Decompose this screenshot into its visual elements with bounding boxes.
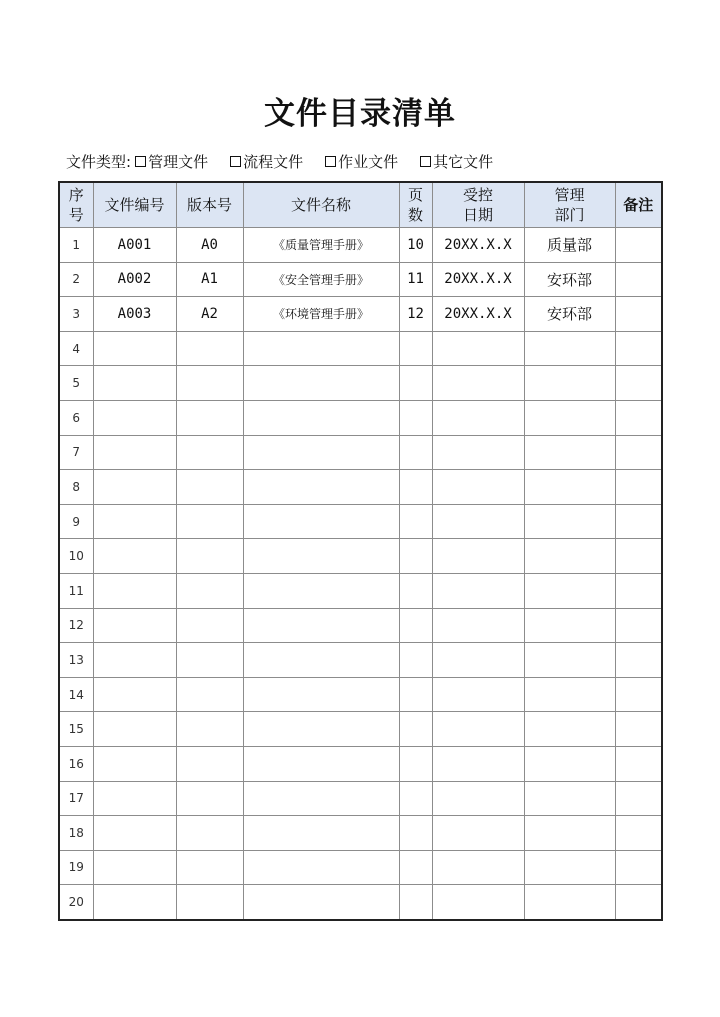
- cell-name: [243, 366, 399, 401]
- cell-version: [176, 435, 243, 470]
- cell-version: [176, 470, 243, 505]
- cell-remark: [615, 539, 662, 574]
- checkbox-icon[interactable]: [135, 156, 146, 167]
- table-row: [59, 643, 662, 678]
- cell-date: [432, 435, 524, 470]
- cell-dept: [524, 331, 615, 366]
- table-row: [59, 262, 662, 297]
- cell-date: [432, 331, 524, 366]
- header-dept: 管理 部门: [524, 182, 615, 228]
- cell-pages: [399, 643, 432, 678]
- cell-dept: [524, 816, 615, 851]
- cell-name: [243, 400, 399, 435]
- cell-remark: [615, 573, 662, 608]
- cell-no: 5: [59, 366, 93, 401]
- cell-code: [93, 504, 176, 539]
- cell-dept: [524, 470, 615, 505]
- table-row: [59, 746, 662, 781]
- cell-remark: [615, 850, 662, 885]
- cell-date: [432, 470, 524, 505]
- cell-date: [432, 712, 524, 747]
- cell-date: [432, 539, 524, 574]
- header-date: 受控 日期: [432, 182, 524, 228]
- cell-remark: [615, 400, 662, 435]
- cell-pages: [399, 608, 432, 643]
- cell-code: [93, 331, 176, 366]
- cell-dept: [524, 712, 615, 747]
- cell-date: [432, 746, 524, 781]
- cell-no: 9: [59, 504, 93, 539]
- cell-no: 19: [59, 850, 93, 885]
- cell-date: [432, 816, 524, 851]
- cell-version: [176, 573, 243, 608]
- cell-version: A2: [176, 297, 243, 332]
- cell-date: [432, 400, 524, 435]
- header-name: 文件名称: [243, 182, 399, 228]
- cell-no: 6: [59, 400, 93, 435]
- cell-no: 1: [59, 228, 93, 263]
- cell-name: [243, 573, 399, 608]
- cell-date: 20XX.X.X: [432, 297, 524, 332]
- table-row: [59, 435, 662, 470]
- table-row: [59, 470, 662, 505]
- cell-no: 12: [59, 608, 93, 643]
- cell-remark: [615, 712, 662, 747]
- cell-pages: [399, 781, 432, 816]
- cell-pages: [399, 504, 432, 539]
- cell-version: [176, 885, 243, 920]
- cell-version: [176, 850, 243, 885]
- cell-dept: [524, 400, 615, 435]
- cell-version: [176, 816, 243, 851]
- cell-version: [176, 712, 243, 747]
- cell-version: [176, 400, 243, 435]
- cell-name: [243, 435, 399, 470]
- cell-date: [432, 366, 524, 401]
- cell-pages: 12: [399, 297, 432, 332]
- cell-version: [176, 781, 243, 816]
- cell-remark: [615, 677, 662, 712]
- cell-date: 20XX.X.X: [432, 228, 524, 263]
- cell-remark: [615, 366, 662, 401]
- cell-code: [93, 746, 176, 781]
- cell-name: [243, 539, 399, 574]
- table-row: [59, 850, 662, 885]
- cell-name: [243, 781, 399, 816]
- cell-name: [243, 677, 399, 712]
- cell-code: A003: [93, 297, 176, 332]
- cell-pages: [399, 746, 432, 781]
- cell-no: 2: [59, 262, 93, 297]
- file-type-row: [66, 149, 515, 173]
- cell-no: 11: [59, 573, 93, 608]
- cell-no: 17: [59, 781, 93, 816]
- cell-remark: [615, 331, 662, 366]
- cell-date: [432, 504, 524, 539]
- cell-pages: [399, 331, 432, 366]
- cell-remark: [615, 885, 662, 920]
- table-row: [59, 573, 662, 608]
- header-code: 文件编号: [93, 182, 176, 228]
- cell-pages: 11: [399, 262, 432, 297]
- cell-name: [243, 470, 399, 505]
- cell-code: [93, 643, 176, 678]
- table-row: [59, 228, 662, 263]
- cell-no: 13: [59, 643, 93, 678]
- cell-pages: [399, 573, 432, 608]
- checkbox-icon[interactable]: [420, 156, 431, 167]
- table-row: [59, 366, 662, 401]
- cell-pages: [399, 470, 432, 505]
- cell-code: [93, 781, 176, 816]
- cell-dept: [524, 850, 615, 885]
- cell-dept: [524, 885, 615, 920]
- header-version: 版本号: [176, 182, 243, 228]
- table-row: [59, 539, 662, 574]
- cell-remark: [615, 435, 662, 470]
- file-type-option-process[interactable]: [230, 151, 303, 172]
- cell-no: 15: [59, 712, 93, 747]
- checkbox-icon[interactable]: [230, 156, 241, 167]
- file-type-option-label: 其它文件: [433, 152, 494, 171]
- cell-code: [93, 677, 176, 712]
- cell-code: [93, 539, 176, 574]
- cell-pages: [399, 435, 432, 470]
- cell-code: [93, 400, 176, 435]
- cell-version: A1: [176, 262, 243, 297]
- cell-dept: 质量部: [524, 228, 615, 263]
- table-row: [59, 816, 662, 851]
- cell-no: 16: [59, 746, 93, 781]
- cell-name: [243, 608, 399, 643]
- cell-version: [176, 677, 243, 712]
- cell-remark: [615, 816, 662, 851]
- cell-date: [432, 885, 524, 920]
- cell-code: [93, 885, 176, 920]
- cell-version: A0: [176, 228, 243, 263]
- cell-no: 3: [59, 297, 93, 332]
- cell-code: [93, 366, 176, 401]
- cell-dept: [524, 781, 615, 816]
- cell-version: [176, 504, 243, 539]
- file-type-option-other[interactable]: [420, 151, 493, 172]
- document-list-table: [58, 181, 663, 921]
- cell-dept: [524, 435, 615, 470]
- cell-name: [243, 816, 399, 851]
- header-no: 序 号: [59, 182, 93, 228]
- cell-code: [93, 435, 176, 470]
- file-type-option-work[interactable]: [325, 151, 398, 172]
- cell-remark: [615, 297, 662, 332]
- cell-name: [243, 746, 399, 781]
- cell-date: [432, 677, 524, 712]
- cell-dept: [524, 643, 615, 678]
- cell-pages: [399, 366, 432, 401]
- cell-pages: [399, 816, 432, 851]
- table-row: [59, 331, 662, 366]
- cell-code: [93, 816, 176, 851]
- cell-name: [243, 504, 399, 539]
- cell-no: 20: [59, 885, 93, 920]
- cell-code: A002: [93, 262, 176, 297]
- cell-no: 18: [59, 816, 93, 851]
- checkbox-icon[interactable]: [325, 156, 336, 167]
- cell-dept: 安环部: [524, 262, 615, 297]
- cell-code: [93, 573, 176, 608]
- table-row: [59, 504, 662, 539]
- cell-dept: [524, 608, 615, 643]
- cell-no: 14: [59, 677, 93, 712]
- table-row: [59, 297, 662, 332]
- cell-date: 20XX.X.X: [432, 262, 524, 297]
- cell-date: [432, 608, 524, 643]
- cell-pages: [399, 539, 432, 574]
- cell-remark: [615, 228, 662, 263]
- cell-no: 10: [59, 539, 93, 574]
- cell-code: [93, 712, 176, 747]
- table-row: [59, 781, 662, 816]
- cell-remark: [615, 262, 662, 297]
- cell-pages: [399, 712, 432, 747]
- cell-version: [176, 366, 243, 401]
- cell-date: [432, 781, 524, 816]
- cell-pages: [399, 400, 432, 435]
- cell-dept: [524, 573, 615, 608]
- file-type-option-label: 作业文件: [338, 152, 399, 171]
- file-type-option-label: 管理文件: [148, 152, 209, 171]
- cell-no: 7: [59, 435, 93, 470]
- cell-remark: [615, 608, 662, 643]
- table-row: [59, 677, 662, 712]
- table-header-row: [59, 182, 662, 228]
- cell-code: A001: [93, 228, 176, 263]
- file-type-option-management[interactable]: [135, 151, 208, 172]
- cell-dept: [524, 539, 615, 574]
- cell-date: [432, 643, 524, 678]
- header-pages: 页 数: [399, 182, 432, 228]
- cell-name: [243, 643, 399, 678]
- table-row: [59, 885, 662, 920]
- cell-version: [176, 539, 243, 574]
- cell-version: [176, 746, 243, 781]
- cell-code: [93, 850, 176, 885]
- cell-date: [432, 850, 524, 885]
- cell-name: 《环境管理手册》: [243, 297, 399, 332]
- cell-name: 《安全管理手册》: [243, 262, 399, 297]
- file-type-label: 文件类型:: [66, 152, 132, 171]
- cell-name: [243, 885, 399, 920]
- table-row: [59, 712, 662, 747]
- cell-code: [93, 470, 176, 505]
- cell-date: [432, 573, 524, 608]
- cell-dept: 安环部: [524, 297, 615, 332]
- cell-remark: [615, 781, 662, 816]
- cell-remark: [615, 643, 662, 678]
- cell-name: 《质量管理手册》: [243, 228, 399, 263]
- page-title: 文件目录清单: [264, 96, 456, 132]
- cell-pages: [399, 677, 432, 712]
- cell-name: [243, 331, 399, 366]
- cell-name: [243, 712, 399, 747]
- cell-remark: [615, 470, 662, 505]
- cell-version: [176, 331, 243, 366]
- cell-remark: [615, 504, 662, 539]
- file-type-option-label: 流程文件: [243, 152, 304, 171]
- cell-dept: [524, 504, 615, 539]
- cell-pages: [399, 885, 432, 920]
- cell-pages: 10: [399, 228, 432, 263]
- cell-name: [243, 850, 399, 885]
- cell-remark: [615, 746, 662, 781]
- cell-no: 8: [59, 470, 93, 505]
- cell-code: [93, 608, 176, 643]
- cell-dept: [524, 746, 615, 781]
- table-row: [59, 400, 662, 435]
- cell-dept: [524, 677, 615, 712]
- header-remark: 备注: [615, 182, 662, 228]
- cell-pages: [399, 850, 432, 885]
- cell-version: [176, 608, 243, 643]
- table-row: [59, 608, 662, 643]
- cell-no: 4: [59, 331, 93, 366]
- cell-dept: [524, 366, 615, 401]
- cell-version: [176, 643, 243, 678]
